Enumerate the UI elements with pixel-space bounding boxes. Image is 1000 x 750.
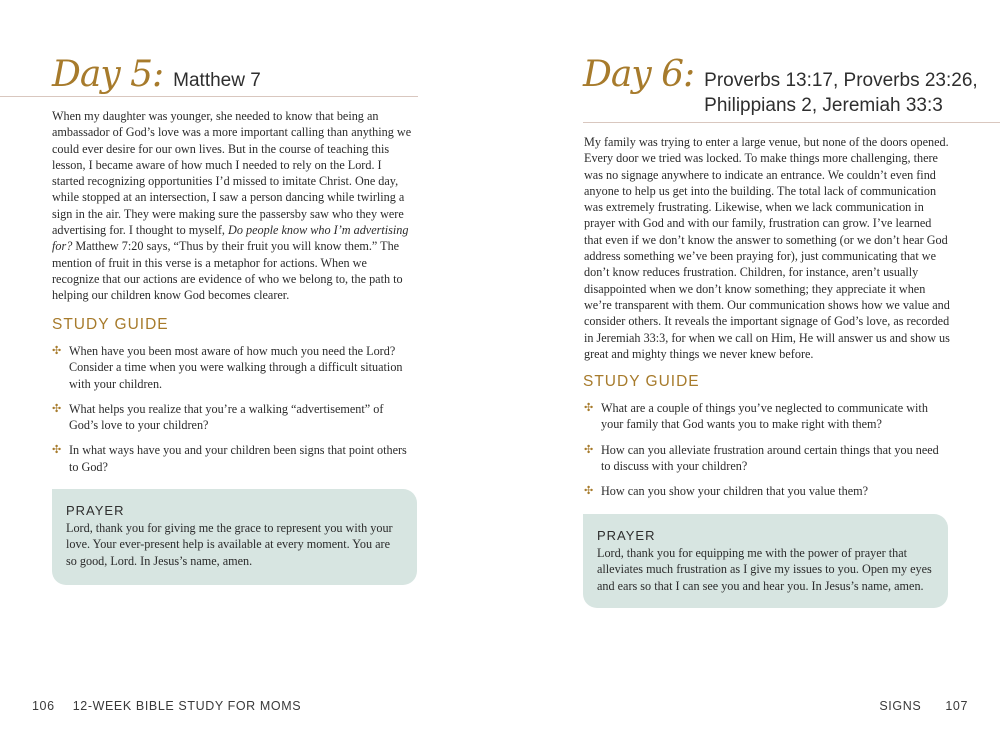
page-footer	[32, 699, 301, 713]
page-number: 107	[945, 699, 968, 713]
prayer-title: PRAYER	[66, 503, 125, 518]
study-guide-item-text: When have you been most aware of how much you need the Lord? Consider a time when you were walking through a difficult situation with your children.	[69, 344, 403, 391]
study-guide-list	[52, 343, 407, 484]
body-text: My family was trying to enter a large venue, but none of the doors opened. Every door we tried was locked. To make things more challenging, there was no signage anywhere to indicate an entrance. We couldn’t even find anyone to help us get into the building. The total lack of communication was extremely frustrating. Likewise, when we lack communication in prayer with God and with our family, frustration can grow. I’ve learned that even if we don’t know the answer to something (or we don’t hear God address something we’ve been praying for), just communicating that we don’t know reduces frustration. Children, for instance, aren’t usually disappointed when we don’t know something; they appreciate it when we’re transparent with them. Our communication shows how we value and consider others. It reveals the important signage of God’s love, as recorded in Jeremiah 33:3, for when we call on Him, He will answer us and show us great and mighty things we never knew before.	[584, 135, 950, 361]
day-label: Day 6:	[583, 54, 695, 95]
study-guide-item-text: How can you show your children that you value them?	[601, 484, 869, 499]
scripture-reference: Matthew 7	[173, 70, 261, 91]
heading-rule	[0, 96, 418, 97]
study-guide-item	[584, 400, 944, 433]
heading-rule	[583, 122, 1000, 123]
body-text-italic: Do people know who I’m advertising for?	[52, 223, 409, 254]
right-page	[500, 0, 1000, 750]
page-number: 106	[32, 699, 55, 713]
running-head: SIGNS	[879, 699, 922, 713]
study-guide-item	[52, 401, 407, 434]
day-heading	[52, 54, 261, 95]
page-footer	[879, 699, 968, 713]
study-guide-list	[584, 400, 944, 508]
study-guide-item-text: What helps you realize that you’re a walking “advertisement” of God’s love to your children?	[69, 401, 384, 433]
cross-flourish-icon: ✣	[52, 344, 62, 357]
day-heading	[583, 54, 978, 118]
study-guide-item	[52, 442, 407, 475]
scripture-reference-line: Proverbs 13:17, Proverbs 23:26,	[704, 70, 978, 91]
body-text-part: Matthew 7:20 says, “Thus by their fruit you will know them.” The mention of fruit in this verse is a metaphor for actions. When we recognize that our actions are evidence of who we belong to, the path to helping our children know God becomes clearer.	[52, 239, 403, 303]
study-guide-item	[584, 483, 944, 499]
study-guide-title: STUDY GUIDE	[52, 316, 169, 333]
running-head: 12-WEEK BIBLE STUDY FOR MOMS	[72, 699, 302, 713]
study-guide-item-text: How can you alleviate frustration around certain things that you need to discuss with your children?	[601, 442, 939, 473]
day-label: Day 5:	[52, 54, 164, 95]
prayer-title: PRAYER	[597, 528, 656, 543]
study-guide-item-text: What are a couple of things you’ve neglected to communicate with your family that God wants you to make right with them?	[601, 401, 928, 432]
prayer-box	[583, 514, 948, 608]
cross-flourish-icon: ✣	[584, 442, 594, 456]
study-guide-item	[584, 442, 944, 475]
body-text-part: When my daughter was younger, she needed to know that being an ambassador of God’s love was a more important calling than anything we could ever desire for our own lives. But in the course of teaching this lesson, I became aware of how much I needed to rely on the Lord. I started recognizing opportunities I’d missed to imitate Christ. One day, while stopped at an intersection, I saw a person dancing while twirling a sign in the air. They were making sure the passersby saw who they were advertising for. I thought to myself,	[52, 109, 412, 238]
study-guide-item	[52, 343, 407, 392]
cross-flourish-icon: ✣	[584, 484, 594, 498]
prayer-text: Lord, thank you for giving me the grace to represent you with your love. Your ever-present help is available at every moment. You are so good, Lord. In Jesus’s name, amen.	[66, 521, 393, 568]
body-text	[52, 108, 414, 304]
study-guide-title: STUDY GUIDE	[583, 373, 700, 390]
scripture-reference	[704, 68, 978, 118]
study-guide-item-text: In what ways have you and your children been signs that point others to God?	[69, 443, 407, 474]
prayer-text: Lord, thank you for equipping me with the power of prayer that alleviates much frustration as I give my issues to you. Open my eyes and ears so that I can see you and hear you. In Jesus’s name, amen.	[597, 546, 932, 593]
scripture-reference-line: Philippians 2, Jeremiah 33:3	[704, 95, 943, 116]
cross-flourish-icon: ✣	[52, 401, 62, 415]
prayer-box	[52, 489, 417, 585]
cross-flourish-icon: ✣	[584, 401, 594, 414]
cross-flourish-icon: ✣	[52, 443, 62, 457]
